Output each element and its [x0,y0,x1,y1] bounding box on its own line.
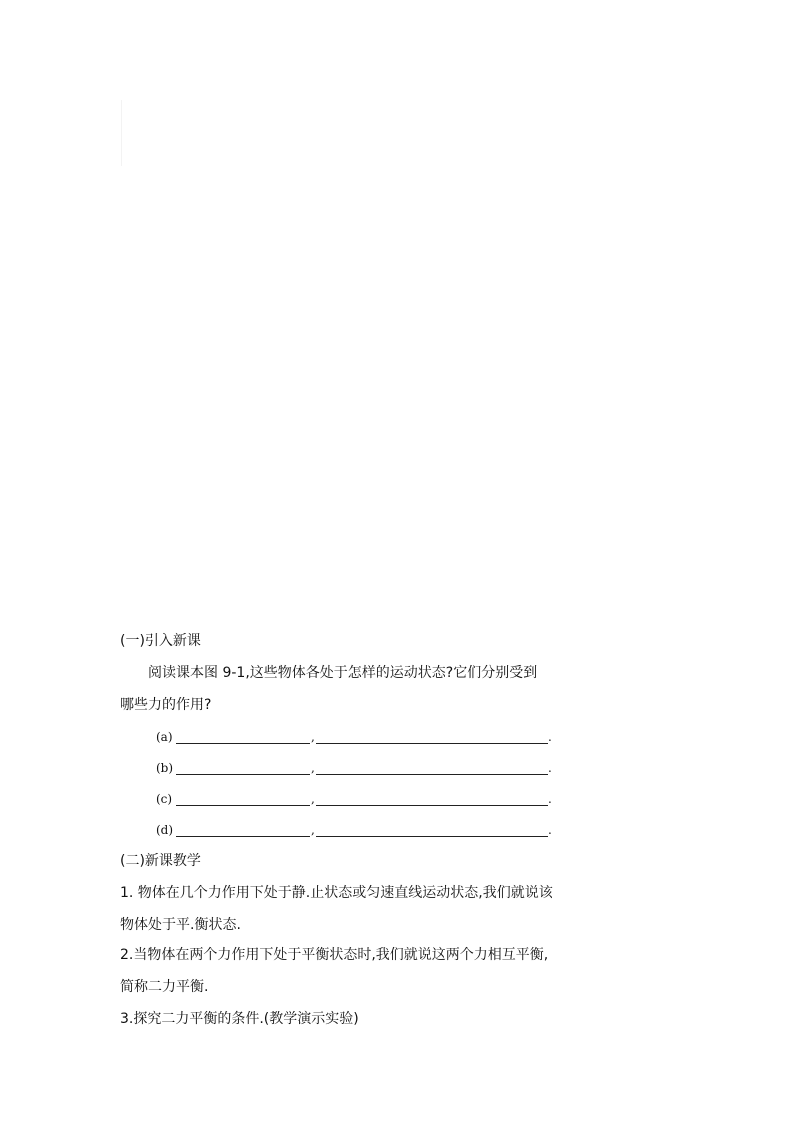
section1-prompt-line2: 哪些力的作用? [120,697,212,713]
item2-line2: 简称二力平衡. [120,979,209,995]
answer-blank-forces[interactable] [316,805,548,806]
answer-label: (b) [156,761,174,775]
item3-line: 3.探究二力平衡的条件.(教学演示实验) [120,1011,359,1027]
answer-blank-state[interactable] [176,743,310,744]
answer-blank-forces[interactable] [316,774,548,775]
section1-prompt-line1: 阅读课本图 9-1,这些物体各处于怎样的运动状态?它们分别受到 [148,665,538,681]
answer-comma: , [311,792,315,806]
answer-blank-forces[interactable] [316,743,548,744]
answer-label: (c) [156,792,173,806]
item1-line2: 物体处于平.衡状态. [120,917,241,933]
answer-blank-state[interactable] [176,805,310,806]
answer-comma: , [311,823,315,837]
answer-label: (d) [156,823,174,837]
answer-blank-state[interactable] [176,836,310,837]
item2-line1: 2.当物体在两个力作用下处于平衡状态时,我们就说这两个力相互平衡, [120,947,549,963]
answer-period: . [548,730,552,744]
scan-artifact [121,100,122,166]
answer-blank-state[interactable] [176,774,310,775]
section1-heading: (一)引入新课 [120,633,201,649]
answer-blank-forces[interactable] [316,836,548,837]
answer-period: . [548,792,552,806]
answer-period: . [548,761,552,775]
answer-label: (a) [156,730,173,744]
answer-period: . [548,823,552,837]
section2-heading: (二)新课教学 [120,853,201,869]
answer-comma: , [311,761,315,775]
item1-line1: 1. 物体在几个力作用下处于静.止状态或匀速直线运动状态,我们就说该 [120,885,553,901]
answer-comma: , [311,730,315,744]
